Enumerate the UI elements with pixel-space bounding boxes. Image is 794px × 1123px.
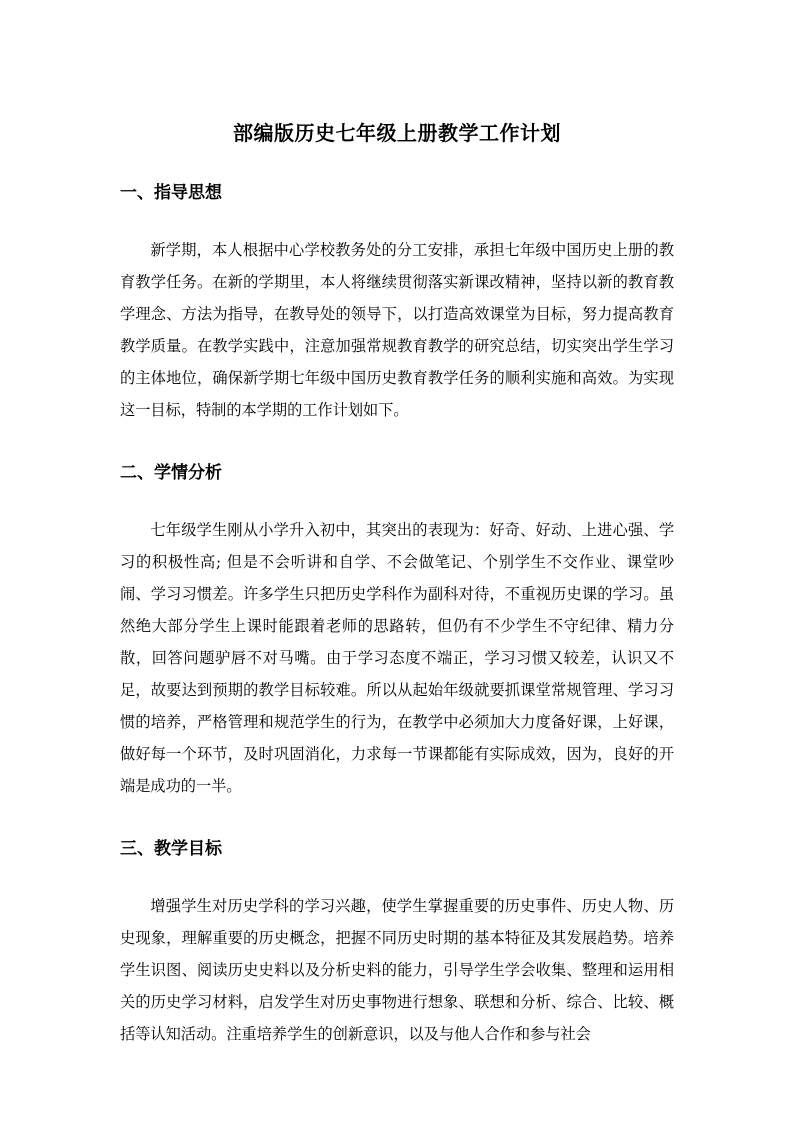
- section-heading: 三、教学目标: [120, 839, 222, 859]
- document-title: 部编版历史七年级上册教学工作计划: [233, 121, 561, 145]
- section-heading: 二、学情分析: [120, 463, 222, 483]
- section-guiding-ideology: [120, 180, 674, 426]
- section-heading: 一、指导思想: [120, 183, 222, 203]
- section-student-analysis: [120, 460, 674, 802]
- section-paragraph: 新学期，本人根据中心学校教务处的分工安排，承担七年级中国历史上册的教育教学任务。在新的学期里，本人将继续贯彻落实新课改精神，坚持以新的教育教学理念、方法为指导，在教导处的领导下，以打造高效课堂为目标，努力提高教育教学质量。在教学实践中，注意加强常规教育教学的研究总结，切实突出学生学习的主体地位，确保新学期七年级中国历史教育教学任务的顺利实施和高效。为实现这一目标，特制的本学期的工作计划如下。: [120, 241, 674, 419]
- section-teaching-goals: [120, 836, 674, 1050]
- section-paragraph: 增强学生对历史学科的学习兴趣，使学生掌握重要的历史事件、历史人物、历史现象，理解重要的历史概念，把握不同历史时期的基本特征及其发展趋势。培养学生识图、阅读历史史料以及分析史料的能力，引导学生学会收集、整理和运用相关的历史学习材料，启发学生对历史事物进行想象、联想和分析、综合、比较、概括等认知活动。注重培养学生的创新意识，以及与他人合作和参与社会: [120, 897, 674, 1043]
- section-paragraph: 七年级学生刚从小学升入初中，其突出的表现为：好奇、好动、上进心强、学习的积极性高; 但是不会听讲和自学、不会做笔记、个别学生不交作业、课堂吵闹、学习习惯差。许多学生只把历史学科作为副科对待，不重视历史课的学习。虽然绝大部分学生上课时能跟着老师的思路转，但仍有不少学生不守纪律、精力分散，回答问题驴唇不对马嘴。由于学习态度不端正，学习习惯又较差，认识又不足，故要达到预期的教学目标较难。所以从起始年级就要抓课堂常规管理、学习习惯的培养，严格管理和规范学生的行为，在教学中必须加大力度备好课，上好课，做好每一个环节，及时巩固消化，力求每一节课都能有实际成效，因为，良好的开端是成功的一半。: [120, 521, 674, 795]
